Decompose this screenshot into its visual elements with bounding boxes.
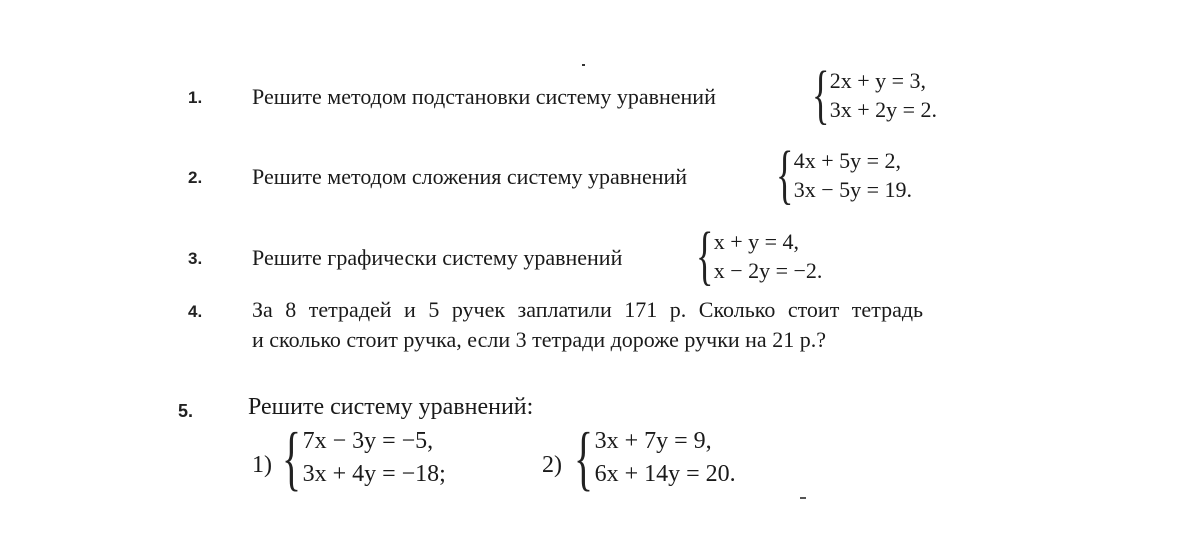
brace-symbol: { [282,418,302,498]
problem-2-equation-1: 4x + 5y = 2, [793,148,902,173]
problem-4-line-1 [252,297,1034,323]
problem-3-system [696,219,823,292]
problem-5-text: Решите систему уравнений: [248,394,534,420]
problem-4-line-2: и сколько стоит ручка, если 3 тетради дороже ручки на 21 р.? [252,327,826,352]
problem-5-part-1-label: 1) [252,452,272,478]
problem-4-number: 4. [188,302,203,321]
brace-symbol: { [696,219,714,292]
problem-4-line-1-text: За 8 тетрадей и 5 ручек заплатили 171 р. Сколько стоит тетрадь [252,297,924,322]
problem-3-equation-1: x + y = 4, [713,229,800,254]
scan-speck [800,497,806,499]
problem-5-part-1-system [282,418,446,498]
scan-speck [582,64,585,66]
problem-5-part-1-equation-2: 3x + 4y = −18; [302,461,446,487]
problem-1-equation-2: 3x + 2y = 2. [829,97,938,122]
problem-5-part-2-equation-1: 3x + 7y = 9, [594,428,712,454]
problem-3-equation-2: x − 2y = −2. [713,258,823,283]
problem-5-part-2-equation-2: 6x + 14y = 20. [594,461,736,487]
problem-1-system [812,58,938,131]
problem-5-number: 5. [178,401,194,421]
brace-symbol: { [574,418,594,498]
problem-5-part-2-system [574,418,736,498]
problem-1-equation-1: 2x + y = 3, [829,68,927,93]
problem-1-number: 1. [188,88,203,107]
problem-2-text: Решите методом сложения систему уравнений [252,164,688,189]
problem-2-number: 2. [188,168,203,187]
problem-5-part-1-equation-1: 7x − 3y = −5, [302,428,434,454]
problem-2-equation-2: 3x − 5y = 19. [793,177,913,202]
problem-5-part-2-label: 2) [542,452,562,478]
brace-symbol: { [776,138,794,211]
problem-2-system [776,138,913,211]
brace-symbol: { [812,58,830,131]
problem-3-text: Решите графически систему уравнений [252,245,623,270]
problem-1-text: Решите методом подстановки систему уравнений [252,84,716,109]
problem-3-number: 3. [188,249,203,268]
